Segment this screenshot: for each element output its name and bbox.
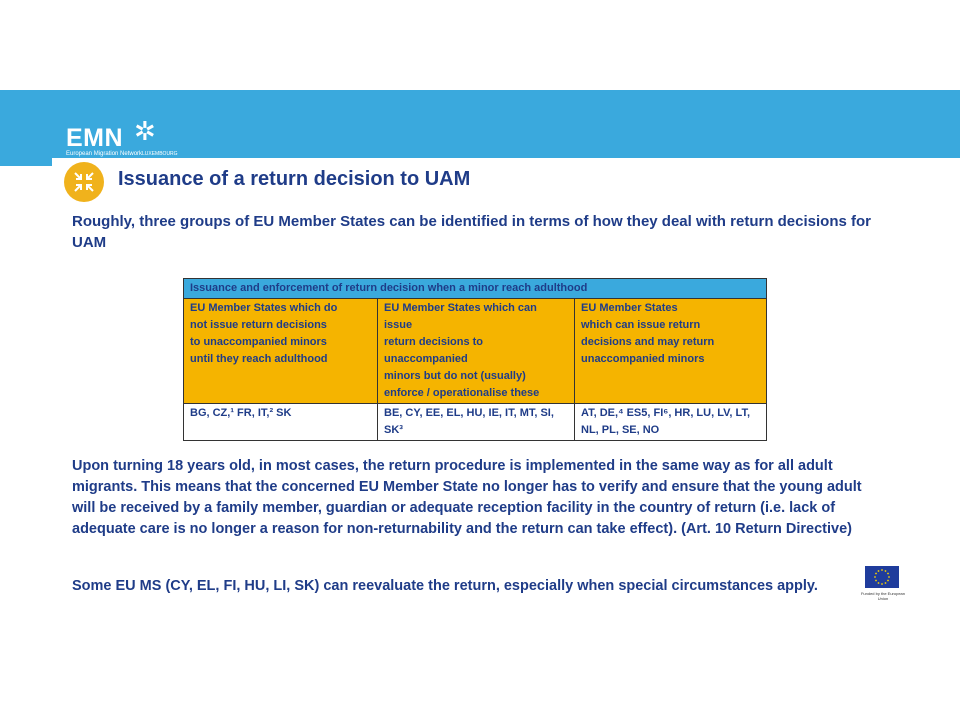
eu-funding-caption: Funded by the European Union <box>860 591 906 601</box>
header-cell-issue-and-return: EU Member States which can issue return decisions and may return unaccompanied minors <box>575 299 767 404</box>
table-row <box>184 404 767 441</box>
paragraph-adulthood: Upon turning 18 years old, in most cases, the return procedure is implemented in the same way as for all adult migrants. This means that the concerned EU Member State no longer has to verify and ensure that the young adult will be received by a family member, guardian or adequate reception facility in the country of return (i.e. lack of adequate care is no longer a reason for non-returnability and the return can take effect). (Art. 10 Return Directive) <box>72 458 862 537</box>
eu-flag-icon <box>865 566 899 588</box>
table-caption: Issuance and enforcement of return decision when a minor reach adulthood <box>184 279 767 299</box>
logo-country: LUXEMBOURG <box>142 151 178 157</box>
logo-subtitle: European Migration Network <box>66 151 143 157</box>
header-divider <box>52 158 960 168</box>
header-cell-no-return: EU Member States which do not issue return decisions to unaccompanied minors until they reach adulthood <box>184 299 378 404</box>
emn-logo: EMN <box>66 124 124 152</box>
star-icon: ✲ <box>134 116 156 146</box>
table-cell: BE, CY, EE, EL, HU, IE, IT, MT, SI, SK³ <box>378 404 575 441</box>
section-badge <box>64 162 104 202</box>
page-title: Issuance of a return decision to UAM <box>118 168 471 190</box>
arrows-icon <box>73 171 95 193</box>
return-decision-table <box>183 278 767 441</box>
header-cell-issue-not-enforce: EU Member States which can issue return decisions to unaccompanied minors but do not (usually) enforce / operationalise these <box>378 299 575 404</box>
table-cell: AT, DE,⁴ ES5, FI⁶, HR, LU, LV, LT, NL, PL, SE, NO <box>575 404 767 441</box>
eu-stars-icon <box>865 566 899 588</box>
table-cell: BG, CZ,¹ FR, IT,² SK <box>184 404 378 441</box>
paragraph-reevaluate: Some EU MS (CY, EL, FI, HU, LI, SK) can reevaluate the return, especially when special circumstances apply. <box>72 578 818 594</box>
intro-text: Roughly, three groups of EU Member States can be identified in terms of how they deal with return decisions for UAM <box>72 213 871 251</box>
